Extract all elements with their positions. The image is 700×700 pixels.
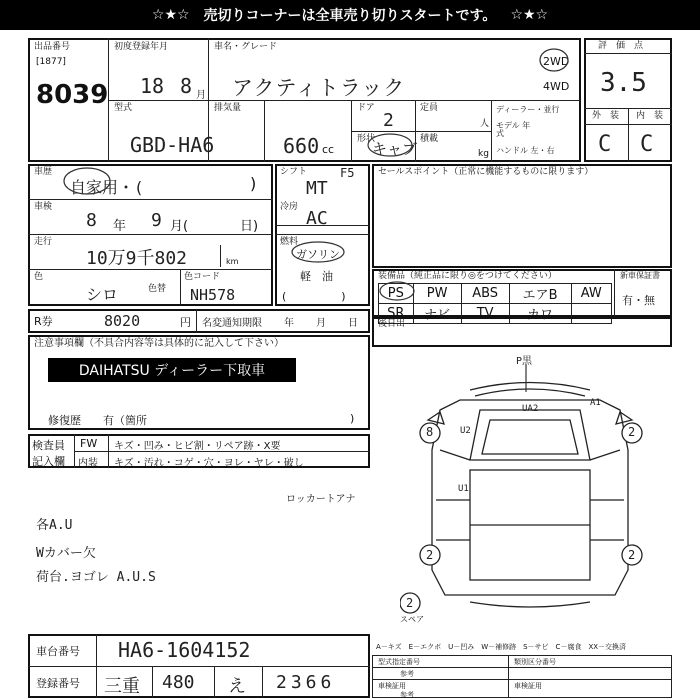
reg-cert: 車検証用 [378,682,406,690]
fw-label: FW [80,437,98,450]
reg-ref-row: 参考 [400,691,414,699]
capacity-unit: 人 [480,119,490,129]
km-unit: km [226,257,239,266]
repair-label: 修復歴 有（箇所 [48,414,147,427]
fw-items: キズ・凹み・ヒビ割・リペア跡・X要 [114,441,281,452]
exterior-value: C [598,132,612,157]
lot-label: 出品番号 [34,42,71,52]
month-unit: 月 [196,90,206,101]
fuel-gasoline: ガソリン [296,248,340,261]
lot-number: 8039 [36,80,109,110]
type-label: 型式 [114,103,133,113]
wheel-front-right: 2 [628,425,636,439]
drive-2wd: 2WD [543,55,570,68]
inspector-label-2: 記入欄 [32,455,65,468]
note-line-3: 荷台.ヨゴレ A.U.S [36,570,156,585]
dealer-trade-banner [48,358,296,382]
ps-circle [378,280,416,302]
after-market-label: 後日出 [378,319,406,329]
interior-items: キズ・汚れ・コゲ・穴・ヨレ・ヤレ・破し [114,458,304,469]
color-label: 色 [34,272,44,282]
lot-small: [1877] [36,57,66,67]
reg-ref: 参考 [400,670,414,678]
note-line-2: Wカバー欠 [36,546,96,561]
chassis-label: 車台番号 [36,645,80,658]
fuel-paren: ( ) [282,290,346,303]
drive-2wd-circle [536,44,572,74]
plate-number: 2366 [276,672,336,693]
color-code-value: NH578 [190,286,236,304]
reg-extra: 車検証用 [514,682,542,690]
capacity-label: 定員 [420,103,439,113]
plate-kana: え [228,676,246,697]
chassis-value: HA6-1604152 [118,638,251,662]
fuel-circle [290,240,346,264]
dealer-label: ディーラー・並行 [496,105,560,114]
ac-value: AC [306,208,328,229]
banner-stars-right: ☆★☆ [510,7,549,23]
displacement-value: 660 [283,134,320,158]
tax-day: 日 [348,318,358,329]
repair-close: ) [350,412,355,425]
history-close-paren: ) [250,174,257,193]
history-label: 車歴 [34,167,53,177]
handle-label: ハンドル 左・右 [496,146,555,155]
shape-value: キャブ [372,140,418,158]
warranty-label: 新車保証書 [620,271,660,280]
plate-region: 三重 [104,676,140,697]
inspection-label: 車検 [34,202,53,212]
banner-stars-left: ☆★☆ [151,7,190,23]
reg-category: 類別区分番号 [514,658,556,666]
equip-navi: ナビ [413,304,461,324]
inspection-month: 9 [151,210,162,231]
first-reg-label: 初度登録年月 [114,42,169,52]
wheel-rear-left: 2 [426,548,434,562]
shift-label: シフト [280,167,308,177]
wheel-rear-right: 2 [628,548,636,562]
color-change-label: 色替 [148,284,167,294]
displacement-label: 排気量 [214,103,242,113]
cc-unit: cc [322,143,335,156]
model-year-label: モデル 年式 [496,121,531,138]
doors-value: 2 [383,110,394,131]
first-reg-month: 8 [180,74,193,98]
first-reg-year: 18 [140,74,165,98]
rocker-note: ロッカートアナ [286,494,356,505]
day-unit: 日) [240,219,259,234]
banner-text: 売切りコーナーは全車売り切りスタートです。 [203,8,497,24]
equip-leather: カワ [509,304,571,324]
mileage-label: 走行 [34,237,53,247]
color-code-label: 色コード [184,272,221,282]
drive-4wd: 4WD [543,80,570,93]
shift-value: MT [306,178,328,199]
mileage-value: 10万9千802 [86,248,188,269]
year-unit: 年 [113,219,127,234]
equip-sr: SR [379,304,414,324]
tax-month: 月 [316,318,326,329]
equipment-label: 装備品（純正品に限り◎をつけてください） [378,271,557,281]
history-circle [62,166,112,196]
shape-circle [366,132,414,158]
spare-label: スペア [400,615,424,624]
equip-pw: PW [413,284,461,304]
diagram-side-mark: U1 [458,484,469,494]
rating-label: 評 価 点 [598,41,644,51]
interior-row-label: 内装 [78,458,98,469]
history-value: 自家用・( [70,178,144,197]
diagram-left-mark: U2 [460,426,471,436]
recycle-yen: 円 [180,316,191,329]
dealer-trade-text: DAIHATSU ディーラー下取車 [78,363,266,379]
reg-type-designation: 型式指定番号 [378,658,420,666]
notes-title: 注意事項欄（不具合内容等は具体的に記入して下さい） [34,338,284,349]
warranty-value: 有・無 [622,294,655,307]
fuel-light-oil: 軽 油 [300,270,333,283]
inspection-year: 8 [86,210,97,231]
doors-label: ドア [357,103,375,113]
top-banner [0,0,700,30]
inspector-label-1: 検査員 [32,439,65,452]
exterior-label: 外 装 [592,111,620,121]
color-value: シロ [86,285,119,304]
load-label: 積載 [420,134,439,144]
interior-value: C [640,132,654,157]
inspection-month-unit: 月( [170,219,189,234]
fuel-label: 燃料 [280,237,299,247]
type-value: GBD-HA6 [130,133,215,157]
wheel-spare: 2 [406,596,414,610]
top-arrow [516,364,536,396]
shape-label: 形状 [357,134,376,144]
interior-label: 内 装 [636,111,664,121]
sales-point-block [372,164,672,268]
tax-label: 名変通知期限 [202,318,262,329]
diagram-right-mark: A1 [590,398,601,408]
ac-label: 冷房 [280,202,299,212]
note-line-1: 各A.U [36,518,73,533]
after-market-block [372,317,672,347]
equip-ps: PS [379,284,414,304]
model-value: アクティトラック [232,76,406,100]
shift-extra: F5 [340,166,355,180]
equip-tv: TV [461,304,509,324]
damage-legend: A－キズ E－エクボ U－凹み W－補修跡 S－サビ C－腐食 XX－交換済 [376,643,627,651]
plate-class: 480 [162,672,195,693]
equip-abs: ABS [461,284,509,304]
wheel-front-left: 8 [426,425,434,439]
recycle-label: R券 [34,315,53,328]
recycle-value: 8020 [104,312,141,330]
equip-aw: AW [571,284,611,304]
sales-point-label: セールスポイント（正常に機能するものに限ります） [378,167,594,177]
rating-value: 3.5 [600,68,647,98]
plate-label: 登録番号 [36,677,80,690]
tax-year: 年 [284,318,294,329]
model-label: 車名・グレード [214,42,278,52]
diagram-upper-mark: UA2 [522,404,539,414]
load-unit: kg [478,149,489,159]
diagram-top-mark: P黒 [516,356,533,367]
equip-airbag: エアB [509,284,571,304]
